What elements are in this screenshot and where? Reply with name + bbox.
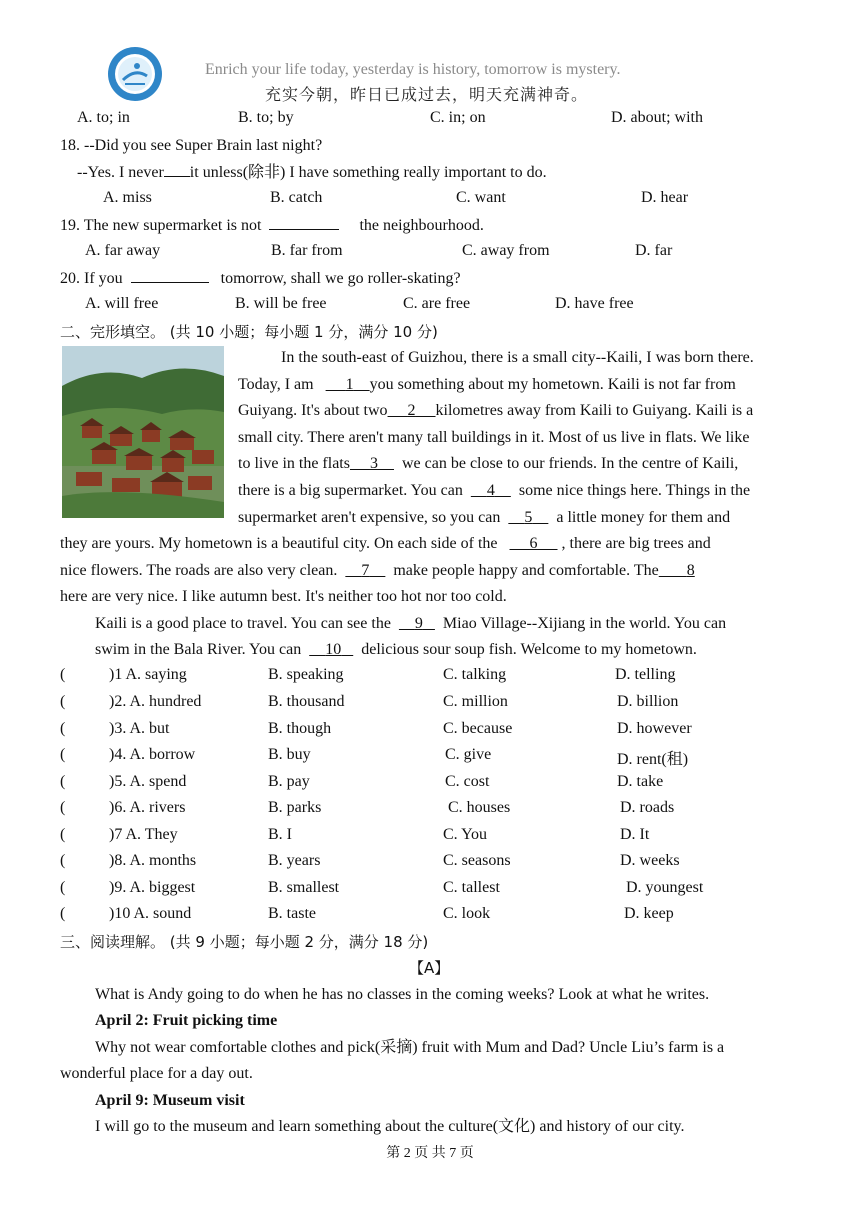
cloze-option-b: B. pay — [268, 773, 310, 790]
q20-question: 20. If you tomorrow, shall we go roller-skating? — [60, 270, 461, 287]
page-number: 第 2 页 共 7 页 — [386, 1146, 474, 1161]
cloze-option-b: B. taste — [268, 905, 316, 922]
q19-question: 19. The new supermarket is not the neighbourhood. — [60, 217, 484, 234]
cloze-option-d: D. billion — [617, 693, 679, 710]
q20-option-d: D. have free — [555, 295, 634, 312]
section-3-title: 三、阅读理解。 (共 9 小题；每小题 2 分，满分 18 分) — [60, 933, 429, 951]
cloze-answer-paren: ( — [60, 746, 66, 763]
cloze-option-a: )2. A. hundred — [109, 693, 202, 710]
reading-heading: April 2: Fruit picking time — [95, 1012, 278, 1029]
passage-line: small city. There aren't many tall buildings in it. Most of us live in flats. We like — [238, 429, 750, 446]
q18-answer: --Yes. I never it unless(除非) I have something really important to do. — [77, 164, 547, 181]
passage-line: Guiyang. It's about two 2 kilometres away from Kaili to Guiyang. Kaili is a — [238, 402, 754, 419]
cloze-option-b: B. parks — [268, 799, 322, 816]
q18-question: 18. --Did you see Super Brain last night? — [60, 137, 323, 154]
cloze-answer-paren: ( — [60, 826, 66, 843]
passage-line: here are very nice. I like autumn best. It's neither too hot nor too cold. — [60, 588, 507, 605]
reading-heading: April 9: Museum visit — [95, 1092, 245, 1109]
cloze-option-b: B. thousand — [268, 693, 345, 710]
cloze-option-d: D. roads — [620, 799, 675, 816]
passage-line: to live in the flats 3 we can be close to our friends. In the centre of Kaili, — [238, 455, 739, 472]
passage-label: 【A】 — [409, 959, 450, 977]
cloze-option-b: B. I — [268, 826, 292, 843]
cloze-option-d: D. rent(租) — [617, 751, 689, 768]
cloze-answer-paren: ( — [60, 852, 66, 869]
cloze-option-c: C. million — [443, 693, 508, 710]
cloze-option-d: D. telling — [615, 666, 676, 683]
section-2-title: 二、完形填空。 (共 10 小题；每小题 1 分，满分 10 分) — [60, 323, 438, 341]
cloze-option-d: D. youngest — [626, 879, 704, 896]
q18-option-c: C. want — [456, 189, 506, 206]
cloze-option-a: )10 A. sound — [109, 905, 192, 922]
cloze-option-b: B. buy — [268, 746, 311, 763]
reading-paragraph: Why not wear comfortable clothes and pick(采摘) fruit with Mum and Dad? Uncle Liu’s farm is a — [95, 1039, 725, 1056]
cloze-option-b: B. though — [268, 720, 332, 737]
school-logo — [107, 46, 163, 102]
cloze-answer-paren: ( — [60, 693, 66, 710]
cloze-option-a: )8. A. months — [109, 852, 197, 869]
q18-option-a: A. miss — [103, 189, 152, 206]
cloze-answer-paren: ( — [60, 905, 66, 922]
motto-english: Enrich your life today, yesterday is history, tomorrow is mystery. — [205, 61, 621, 78]
q19-option-b: B. far from — [271, 242, 343, 259]
cloze-option-a: )7 A. They — [109, 826, 178, 843]
reading-paragraph: wonderful place for a day out. — [60, 1065, 253, 1082]
cloze-option-c: C. look — [443, 905, 491, 922]
passage-line: nice flowers. The roads are also very clean. 7 make people happy and comfortable. The 8 — [60, 562, 695, 579]
cloze-option-d: D. It — [620, 826, 650, 843]
passage-line: In the south-east of Guizhou, there is a small city--Kaili, I was born there. — [281, 349, 754, 366]
cloze-option-c: C. give — [445, 746, 492, 763]
cloze-option-c: C. tallest — [443, 879, 500, 896]
cloze-answer-paren: ( — [60, 799, 66, 816]
cloze-answer-paren: ( — [60, 720, 66, 737]
q17-option-a: A. to; in — [77, 109, 130, 126]
cloze-option-a: )6. A. rivers — [109, 799, 186, 816]
cloze-option-c: C. You — [443, 826, 488, 843]
cloze-option-b: B. smallest — [268, 879, 340, 896]
cloze-option-c: C. seasons — [443, 852, 511, 869]
cloze-option-a: )1 A. saying — [109, 666, 187, 683]
cloze-option-d: D. take — [617, 773, 664, 790]
cloze-answer-paren: ( — [60, 773, 66, 790]
q17-option-b: B. to; by — [238, 109, 294, 126]
cloze-option-d: D. keep — [624, 905, 674, 922]
cloze-option-b: B. speaking — [268, 666, 344, 683]
q20-option-a: A. will free — [85, 295, 159, 312]
passage-line: Today, I am 1 you something about my hometown. Kaili is not far from — [238, 376, 736, 393]
q17-option-c: C. in; on — [430, 109, 486, 126]
q20-option-b: B. will be free — [235, 295, 327, 312]
cloze-option-d: D. however — [617, 720, 692, 737]
passage-line: Kaili is a good place to travel. You can see the 9 Miao Village--Xijiang in the world. You can — [95, 615, 727, 632]
cloze-option-a: )5. A. spend — [109, 773, 187, 790]
cloze-option-c: C. cost — [445, 773, 490, 790]
passage-line: swim in the Bala River. You can 10 delicious sour soup fish. Welcome to my hometown. — [95, 641, 697, 658]
q17-option-d: D. about; with — [611, 109, 703, 126]
cloze-option-a: )3. A. but — [109, 720, 170, 737]
cloze-answer-paren: ( — [60, 666, 66, 683]
cloze-option-d: D. weeks — [620, 852, 680, 869]
q19-option-c: C. away from — [462, 242, 550, 259]
cloze-option-a: )9. A. biggest — [109, 879, 196, 896]
passage-line: they are yours. My hometown is a beautiful city. On each side of the 6 , there are big trees and — [60, 535, 711, 552]
reading-paragraph: I will go to the museum and learn something about the culture(文化) and history of our city. — [95, 1118, 685, 1135]
q18-option-b: B. catch — [270, 189, 323, 206]
cloze-option-a: )4. A. borrow — [109, 746, 196, 763]
q19-option-d: D. far — [635, 242, 673, 259]
q18-option-d: D. hear — [641, 189, 689, 206]
motto-chinese: 充实今朝，昨日已成过去，明天充满神奇。 — [265, 85, 589, 104]
q20-option-c: C. are free — [403, 295, 471, 312]
passage-line: supermarket aren't expensive, so you can 5 a little money for them and — [238, 509, 731, 526]
cloze-option-c: C. houses — [448, 799, 511, 816]
cloze-option-b: B. years — [268, 852, 321, 869]
cloze-option-c: C. because — [443, 720, 513, 737]
cloze-option-c: C. talking — [443, 666, 507, 683]
kaili-village-photo — [62, 346, 224, 518]
cloze-answer-paren: ( — [60, 879, 66, 896]
passage-line: there is a big supermarket. You can 4 some nice things here. Things in the — [238, 482, 751, 499]
reading-intro: What is Andy going to do when he has no classes in the coming weeks? Look at what he writes. — [95, 986, 710, 1003]
q19-option-a: A. far away — [85, 242, 161, 259]
